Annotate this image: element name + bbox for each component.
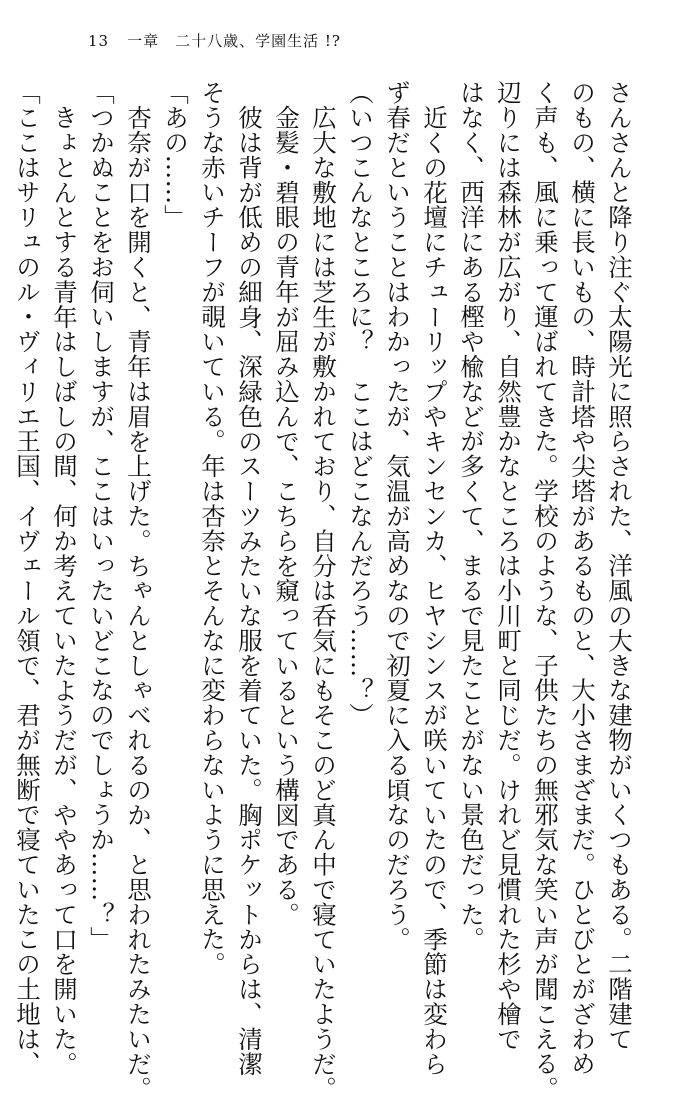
running-header	[88, 30, 341, 51]
chapter-title: 一章 二十八歳、学園生活 !?	[127, 32, 341, 50]
text-line-14: 杏奈が口を開くと、青年は眉を上げた。ちゃんとしゃべれるのか、と思われたみたいだ。	[124, 104, 153, 1101]
vertical-body-text	[13, 80, 638, 1101]
text-line-8: （いつこんなところに？ ここはどこなんだろう……？）	[346, 80, 375, 728]
text-line-15: 「つかぬことをお伺いしますが、ここはいったいどこなのでしょうか……？」	[87, 80, 116, 952]
page-number: 13	[88, 32, 110, 50]
text-line-4: 辺りには森林が広がり、自然豊かなところは小川町と同じだ。けれど見慣れた杉や檜で	[494, 80, 523, 1052]
text-line-1: さんさんと降り注ぐ太陽光に照らされた、洋風の大きな建物がいくつもある。二階建て	[605, 80, 634, 1052]
text-line-10: 金髪・碧眼の青年が屈み込んで、こちらを窺っているという構図である。	[272, 104, 301, 927]
text-line-3: く声も、風に乗って運ばれてきた。学校のような、子供たちの無邪気な笑い声が聞こえる。	[531, 80, 560, 1101]
text-line-5: はなく、西洋にある樫や楡などが多くて、まるで見たことがない景色だった。	[457, 80, 486, 952]
text-line-9: 広大な敷地には芝生が敷かれており、自分は呑気にもそこのど真ん中で寝ていたようだ。	[309, 104, 338, 1101]
text-line-12: そうな赤いチーフが覗いている。年は杏奈とそんなに変わらないように思えた。	[198, 80, 227, 977]
text-line-13: 「あの……」	[161, 80, 190, 230]
text-line-16: きょとんとする青年はしばしの間、何か考えていたようだが、ややあって口を開いた。	[50, 104, 79, 1076]
text-line-6: 近くの花壇にチューリップやキンセンカ、ヒヤシンスが咲いていたので、季節は変わら	[420, 104, 449, 1076]
text-line-2: のもの、横に長いもの、時計塔や尖塔があるものと、大小さまざまだ。ひとびとがざわめ	[568, 80, 597, 1076]
text-line-11: 彼は背が低めの細身、深緑色のスーツみたいな服を着ていた。胸ポケットからは、清潔	[235, 104, 264, 1076]
text-line-17: 「ここはサリュのル・ヴィリエ王国、イヴェール領で、君が無断で寝ていたこの土地は、	[13, 80, 42, 1076]
text-line-7: ず春だということはわかったが、気温が高めなので初夏に入る頃なのだろう。	[383, 80, 412, 952]
